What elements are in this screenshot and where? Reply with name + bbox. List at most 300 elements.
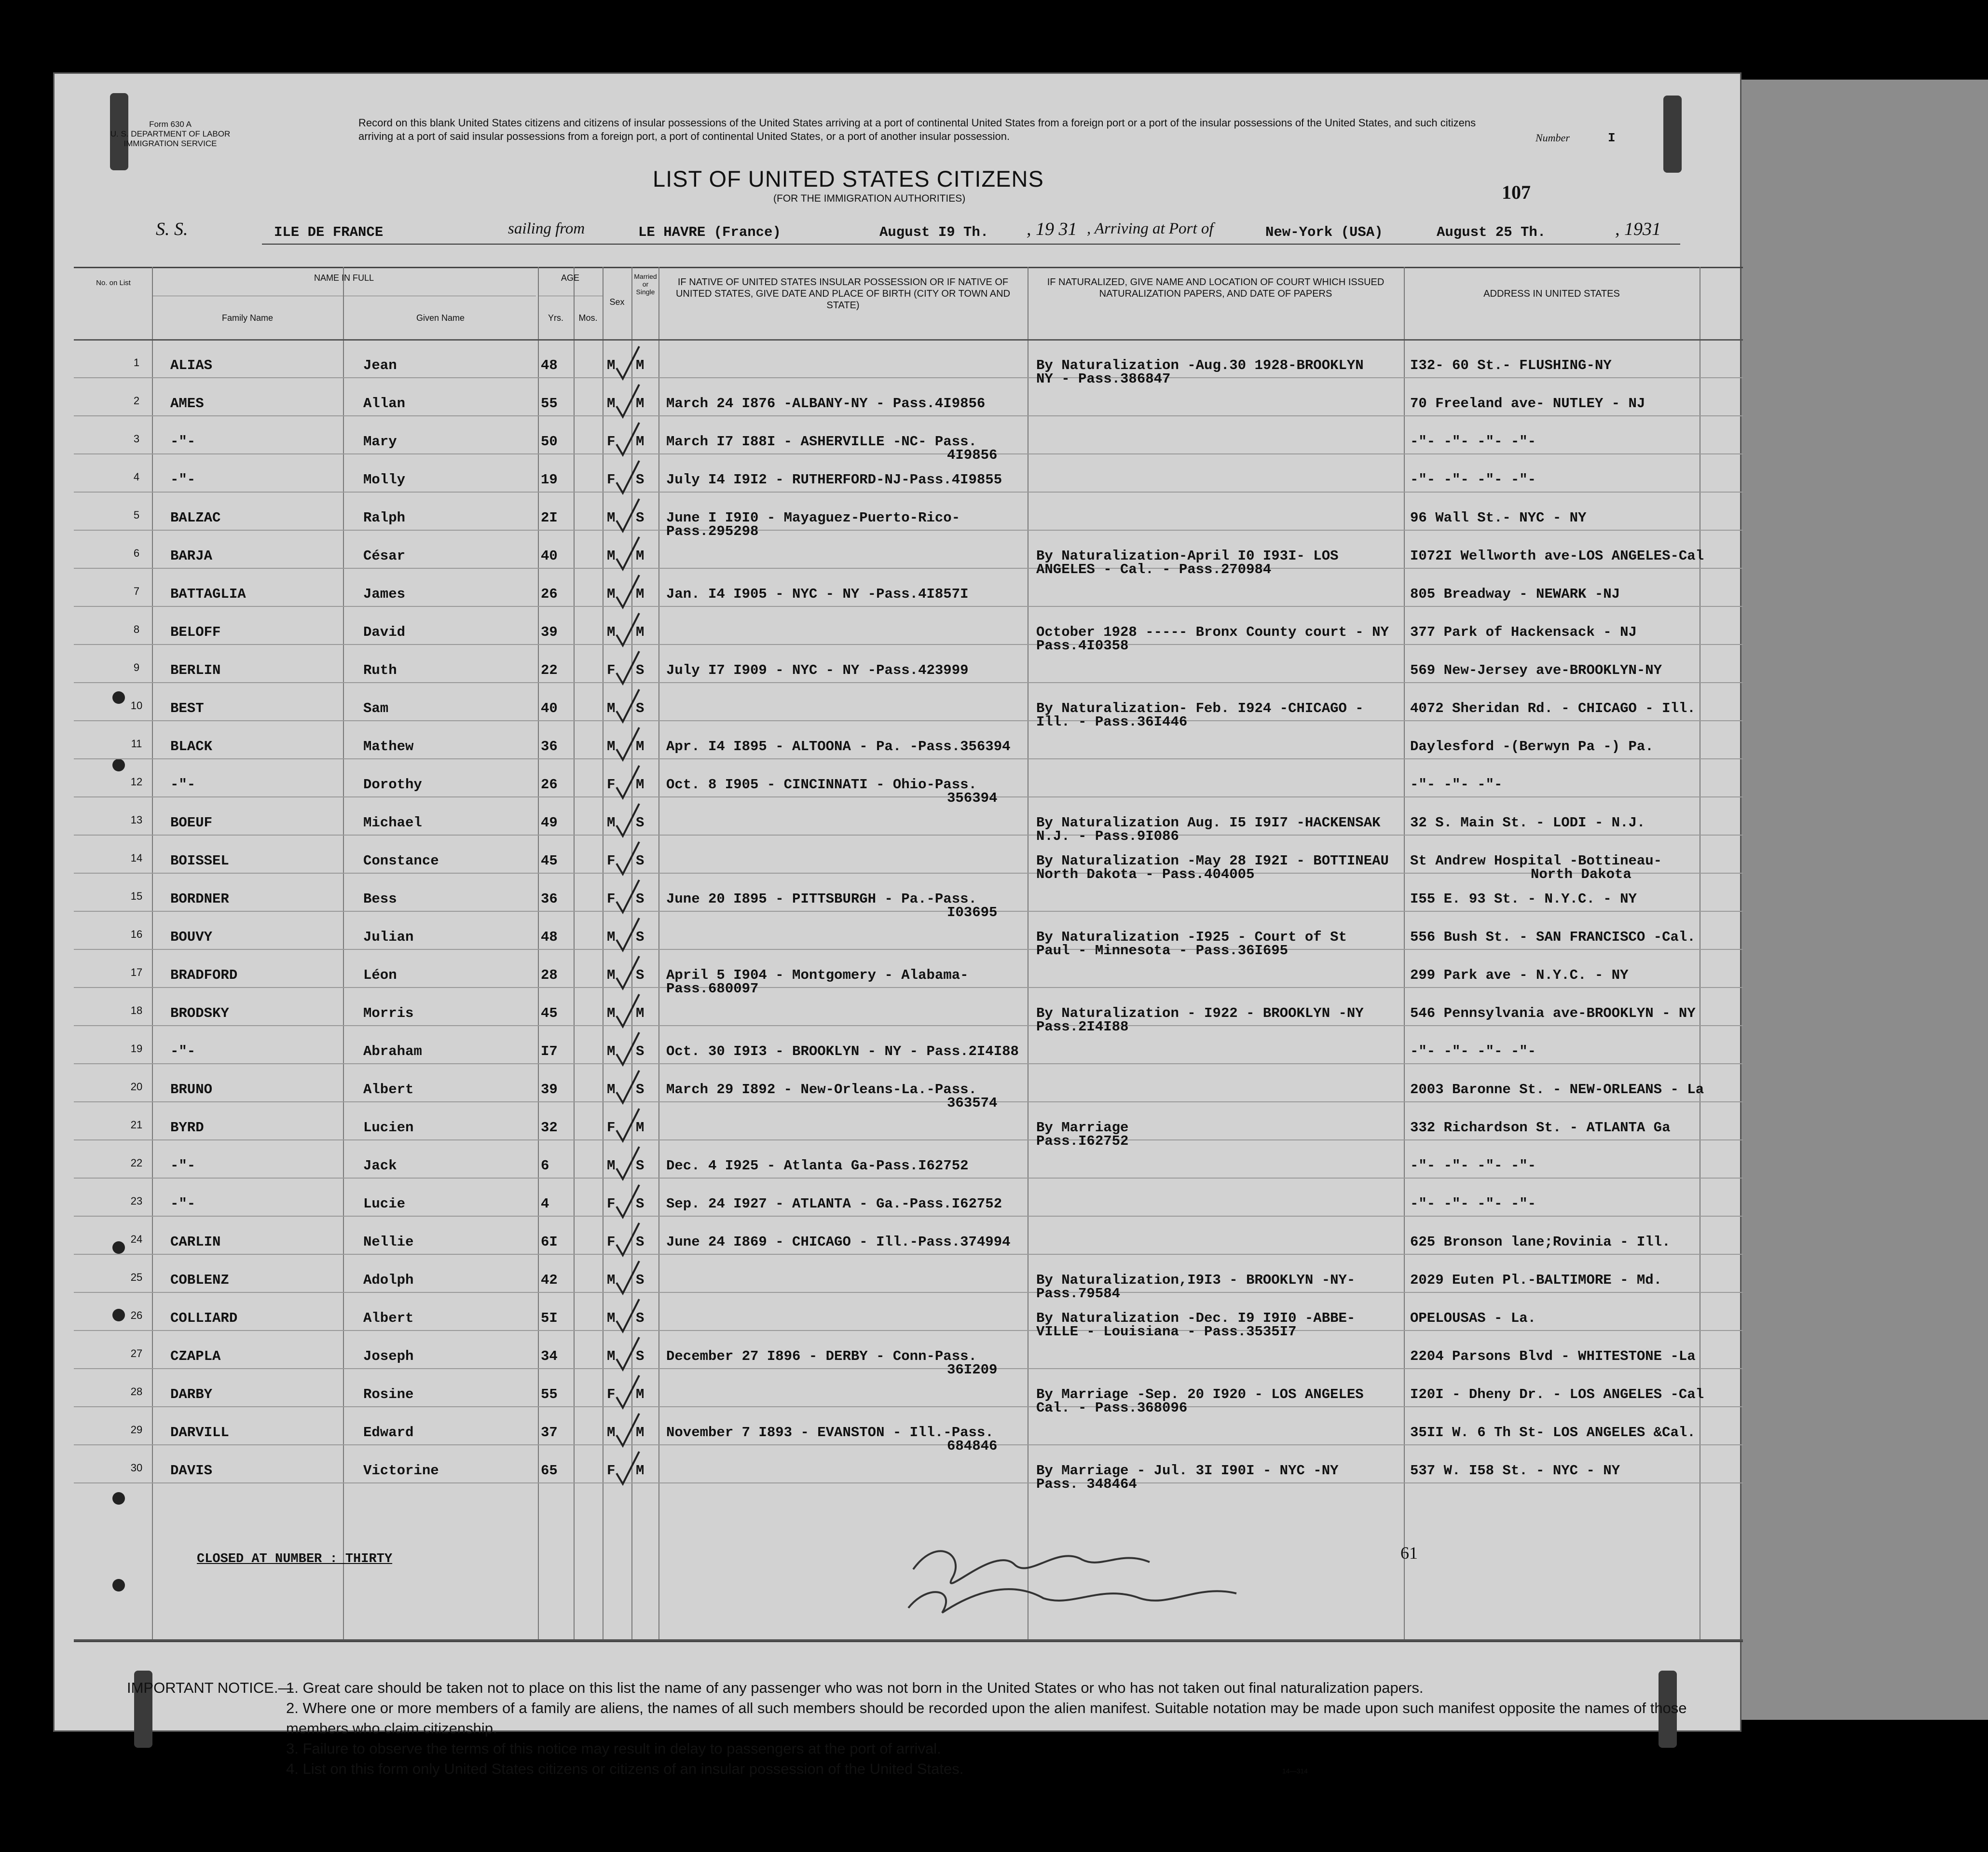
cell-addr: 625 Bronson lane;Rovinia - Ill. [1410, 1234, 1671, 1250]
cell-given: Molly [363, 472, 406, 488]
cell-family: CARLIN [170, 1234, 221, 1250]
cell-given: Albert [363, 1310, 414, 1326]
check-mark [614, 535, 643, 573]
cell-family: DARVILL [170, 1425, 229, 1440]
departure-port: LE HAVRE (France) [638, 224, 781, 240]
row-number: 23 [130, 1195, 143, 1207]
header-no-on-list: No. on List [96, 279, 131, 287]
header-bottom-line [74, 339, 1743, 341]
cell-family: BERLIN [170, 662, 221, 678]
footer-divider [74, 1639, 1743, 1641]
check-mark [614, 1106, 643, 1145]
cell-sex: M [607, 586, 616, 602]
cell-ms: S [636, 853, 644, 869]
cell-sex: M [607, 548, 616, 564]
cell-age: 45 [541, 853, 558, 869]
check-mark [614, 382, 643, 421]
row-number: 18 [130, 1004, 143, 1016]
check-mark [614, 611, 643, 649]
cell-nat: October 1928 ----- Bronx County court - NY [1036, 624, 1389, 640]
cell-ms: S [636, 891, 644, 907]
cell-sex: M [607, 1425, 616, 1440]
row-number: 4 [133, 471, 140, 483]
check-mark [614, 1297, 643, 1335]
cell-family: ALIAS [170, 357, 213, 373]
row-divider [74, 492, 1743, 493]
cell-sex: F [607, 853, 616, 869]
check-mark [614, 1411, 643, 1450]
row-number: 25 [130, 1271, 143, 1283]
cell-addr: I32- 60 St.- FLUSHING-NY [1410, 357, 1612, 373]
cell-addr: -"- -"- -"- -"- [1410, 1196, 1536, 1212]
cell-nat: By Naturalization,I9I3 - BROOKLYN -NY- [1036, 1272, 1356, 1288]
cell-sex: F [607, 1234, 616, 1250]
header-yrs: Yrs. [548, 313, 563, 323]
cell-sex: F [607, 1196, 616, 1212]
cell-family: BRUNO [170, 1082, 213, 1097]
cell-age: 48 [541, 929, 558, 945]
cell-addr: I072I Wellworth ave-LOS ANGELES-Cal [1410, 548, 1704, 564]
row-divider [74, 1368, 1743, 1369]
cell-sex: M [607, 624, 616, 640]
cell-family: -"- [170, 1196, 196, 1212]
closed-at-number: CLOSED AT NUMBER : THIRTY [197, 1552, 393, 1566]
cell-family: -"- [170, 1158, 196, 1174]
cell-birth2: Pass.295298 [666, 523, 759, 539]
cell-addr: -"- -"- -"- -"- [1410, 434, 1536, 450]
cell-addr: 2029 Euten Pl.-BALTIMORE - Md. [1410, 1272, 1662, 1288]
cell-age: 32 [541, 1120, 558, 1136]
cell-addr: 332 Richardson St. - ATLANTA Ga [1410, 1120, 1671, 1136]
row-number: 7 [133, 585, 140, 597]
cell-nat: By Naturalization Aug. I5 I9I7 -HACKENSAK [1036, 815, 1381, 831]
cell-family: DAVIS [170, 1463, 213, 1479]
check-mark [614, 1182, 643, 1221]
cell-addr: 2003 Baronne St. - NEW-ORLEANS - La [1410, 1082, 1704, 1097]
row-number: 17 [130, 966, 143, 978]
cell-family: BALZAC [170, 510, 221, 526]
cell-nat2: Pass.2I4I88 [1036, 1019, 1129, 1035]
cell-nat2: Pass. 348464 [1036, 1476, 1137, 1492]
row-number: 22 [130, 1157, 143, 1169]
notice-item-2: 2. Where one or more members of a family are aliens, the names of all such members should be recorded upon the alien manifest. Suitable notation may be made upon such manifest opposite the names of those members who claim citizenship. [286, 1700, 1687, 1737]
row-divider [74, 987, 1743, 988]
cell-age: 28 [541, 967, 558, 983]
arrival-port: New-York (USA) [1265, 224, 1383, 240]
arrival-year: , 1931 [1615, 219, 1661, 239]
header-naturalization: IF NATURALIZED, GIVE NAME AND LOCATION OF COURT WHICH ISSUED NATURALIZATION PAPERS, AND DATE OF PAPERS [1047, 277, 1385, 299]
cell-family: BRADFORD [170, 967, 238, 983]
cell-age: 2I [541, 510, 558, 526]
check-mark [614, 1259, 643, 1297]
cell-addr: Daylesford -(Berwyn Pa -) Pa. [1410, 739, 1654, 755]
check-mark [614, 878, 643, 916]
cell-family: BOEUF [170, 815, 213, 831]
row-number: 11 [131, 738, 142, 750]
cell-birth: Jan. I4 I905 - NYC - NY -Pass.4I857I [666, 586, 969, 602]
row-number: 29 [130, 1424, 143, 1436]
row-divider [74, 758, 1743, 759]
ss-label: S. S. [156, 219, 188, 239]
cell-age: 48 [541, 357, 558, 373]
cell-addr: 299 Park ave - N.Y.C. - NY [1410, 967, 1629, 983]
row-number: 5 [133, 509, 140, 521]
header-married: Married or Single [634, 273, 657, 296]
cell-nat2: Paul - Minnesota - Pass.36I695 [1036, 943, 1289, 959]
cell-nat2: ANGELES - Cal. - Pass.270984 [1036, 562, 1272, 577]
instruction-text: Record on this blank United States citizens and citizens of insular possessions of the United States arriving at a port of continental United States from a foreign port or a port of the insular possessions of the United States, and such citizens arriving at a port of said insular possessions from a foreign port, a port of continental United States, or a port of another insular possession. [358, 117, 1476, 142]
row-divider [74, 1216, 1743, 1217]
row-divider [74, 453, 1743, 454]
cell-nat: By Naturalization - I922 - BROOKLYN -NY [1036, 1005, 1364, 1021]
cell-ms: M [636, 1005, 644, 1021]
row-divider [74, 568, 1743, 569]
cell-sex: F [607, 1463, 616, 1479]
cell-birth: March 24 I876 -ALBANY-NY - Pass.4I9856 [666, 396, 986, 412]
row-divider [74, 644, 1743, 645]
cell-family: BARJA [170, 548, 213, 564]
header-given-name: Given Name [416, 313, 465, 323]
row-divider [74, 720, 1743, 721]
cell-given: Dorothy [363, 777, 422, 793]
cell-sex: F [607, 777, 616, 793]
cell-family: BELOFF [170, 624, 221, 640]
cell-birth: Oct. 8 I905 - CINCINNATI - Ohio-Pass. [666, 777, 977, 793]
cell-age: I7 [541, 1043, 558, 1059]
cell-given: Constance [363, 853, 439, 869]
sailing-from-label: sailing from [508, 220, 585, 237]
cell-ms: M [636, 1386, 644, 1402]
cell-birth: Apr. I4 I895 - ALTOONA - Pa. -Pass.356394 [666, 739, 1011, 755]
row-divider [74, 873, 1743, 874]
cell-ms: M [636, 396, 644, 412]
cell-ms: M [636, 548, 644, 564]
notice-item-4: 4. List on this form only United States citizens or citizens of an insular possession of the United States. [286, 1760, 964, 1777]
cell-family: BORDNER [170, 891, 229, 907]
row-divider [74, 1330, 1743, 1331]
cell-addr: 32 S. Main St. - LODI - N.J. [1410, 815, 1645, 831]
cell-given: Michael [363, 815, 422, 831]
cell-family: BATTAGLIA [170, 586, 246, 602]
cell-ms: S [636, 1043, 644, 1059]
check-mark [614, 573, 643, 611]
cell-ms: M [636, 739, 644, 755]
cell-addr: 70 Freeland ave- NUTLEY - NJ [1410, 396, 1645, 412]
cell-sex: F [607, 1386, 616, 1402]
cell-family: BEST [170, 700, 204, 716]
cell-age: 50 [541, 434, 558, 450]
cell-addr: -"- -"- -"- -"- [1410, 1043, 1536, 1059]
row-number: 9 [133, 661, 140, 673]
cell-nat: By Naturalization -May 28 I92I - BOTTINEAU [1036, 853, 1389, 869]
cell-ms: S [636, 1196, 644, 1212]
cell-ms: S [636, 1348, 644, 1364]
cell-ms: M [636, 777, 644, 793]
cell-given: Victorine [363, 1463, 439, 1479]
cell-age: 40 [541, 548, 558, 564]
cell-age: 55 [541, 396, 558, 412]
voyage-underline [262, 244, 1680, 245]
cell-ms: M [636, 1425, 644, 1440]
col-divider [343, 267, 344, 1639]
cell-age: 4 [541, 1196, 549, 1212]
check-mark [614, 1449, 643, 1488]
cell-ms: S [636, 510, 644, 526]
cell-sex: F [607, 472, 616, 488]
row-number: 6 [133, 547, 140, 559]
cell-addr: 569 New-Jersey ave-BROOKLYN-NY [1410, 662, 1662, 678]
ship-name: ILE DE FRANCE [274, 224, 384, 240]
check-mark [614, 916, 643, 954]
cell-family: COLLIARD [170, 1310, 238, 1326]
header-sex: Sex [609, 297, 625, 307]
row-number: 14 [130, 852, 143, 864]
cell-addr: 546 Pennsylvania ave-BROOKLYN - NY [1410, 1005, 1696, 1021]
cell-given: Jack [363, 1158, 397, 1174]
row-number: 3 [133, 433, 140, 445]
print-code: 14—314 [1282, 1767, 1308, 1775]
cell-birth: July I4 I9I2 - RUTHERFORD-NJ-Pass.4I9855 [666, 472, 1002, 488]
cell-ms: S [636, 1272, 644, 1288]
cell-sex: M [607, 1043, 616, 1059]
cell-given: Adolph [363, 1272, 414, 1288]
cell-nat: By Naturalization -I925 - Court of St [1036, 929, 1347, 945]
row-number: 21 [130, 1119, 143, 1131]
cell-family: BYRD [170, 1120, 204, 1136]
row-number: 10 [130, 700, 143, 712]
cell-nat2: Cal. - Pass.368096 [1036, 1400, 1188, 1416]
cell-age: 40 [541, 700, 558, 716]
row-divider [74, 377, 1743, 378]
cell-birth2: Pass.680097 [666, 981, 759, 997]
col-divider [152, 267, 153, 1639]
check-mark [614, 725, 643, 764]
departure-year: , 19 31 [1027, 219, 1077, 239]
check-mark [614, 458, 643, 497]
cell-family: BOISSEL [170, 853, 229, 869]
cell-birth: March 29 I892 - New-Orleans-La.-Pass. [666, 1082, 977, 1097]
cell-ms: M [636, 586, 644, 602]
row-number: 13 [130, 814, 143, 826]
cell-age: 49 [541, 815, 558, 831]
cell-nat2: North Dakota - Pass.404005 [1036, 866, 1255, 882]
check-mark [614, 496, 643, 535]
cell-ms: S [636, 1082, 644, 1097]
cell-given: Abraham [363, 1043, 422, 1059]
cell-sex: M [607, 1348, 616, 1364]
cell-age: 26 [541, 777, 558, 793]
cell-birth: March I7 I88I - ASHERVILLE -NC- Pass. [666, 434, 977, 450]
cell-age: 6I [541, 1234, 558, 1250]
cell-addr: 35II W. 6 Th St- LOS ANGELES &Cal. [1410, 1425, 1696, 1440]
manifest-sheet [53, 72, 1741, 1777]
notice-item-3: 3. Failure to observe the terms of this notice may result in delay to passengers at the port of arrival. [286, 1740, 941, 1757]
cell-addr: 2204 Parsons Blvd - WHITESTONE -La [1410, 1348, 1696, 1364]
cell-nat: By Naturalization -Dec. I9 I9I0 -ABBE- [1036, 1310, 1356, 1326]
cell-ms: S [636, 967, 644, 983]
check-mark [614, 1068, 643, 1107]
check-mark [614, 649, 643, 687]
cell-ms: S [636, 700, 644, 716]
row-divider [74, 1101, 1743, 1102]
cell-family: CZAPLA [170, 1348, 221, 1364]
binder-tab [1663, 96, 1682, 173]
cell-addr: I55 E. 93 St. - N.Y.C. - NY [1410, 891, 1637, 907]
cell-age: 45 [541, 1005, 558, 1021]
cell-birth2: I03695 [947, 905, 998, 920]
cell-sex: M [607, 700, 616, 716]
cell-birth: Sep. 24 I927 - ATLANTA - Ga.-Pass.I62752 [666, 1196, 1002, 1212]
cell-sex: M [607, 929, 616, 945]
cell-family: -"- [170, 472, 196, 488]
notice-item-1: 1. Great care should be taken not to place on this list the name of any passenger who was not born in the United States or who has not taken out final naturalization papers. [286, 1679, 1424, 1696]
row-divider [74, 1254, 1743, 1255]
row-number: 1 [133, 357, 140, 369]
row-divider [74, 949, 1743, 950]
cell-addr: 4072 Sheridan Rd. - CHICAGO - Ill. [1410, 700, 1696, 716]
header-address: ADDRESS IN UNITED STATES [1483, 288, 1620, 299]
check-mark [614, 420, 643, 459]
cell-sex: M [607, 815, 616, 831]
cell-addr: -"- -"- -"- -"- [1410, 472, 1536, 488]
cell-addr: OPELOUSAS - La. [1410, 1310, 1536, 1326]
row-divider [74, 835, 1743, 836]
check-mark [614, 839, 643, 878]
cell-sex: F [607, 891, 616, 907]
check-mark [614, 1373, 643, 1412]
arriving-label: , Arriving at Port of [1087, 220, 1214, 237]
row-number: 8 [133, 623, 140, 635]
row-divider [74, 1292, 1743, 1293]
cell-given: Jean [363, 357, 397, 373]
cell-addr: I20I - Dheny Dr. - LOS ANGELES -Cal [1410, 1386, 1704, 1402]
cell-given: Lucien [363, 1120, 414, 1136]
cell-sex: M [607, 967, 616, 983]
row-number: 20 [130, 1081, 143, 1093]
row-divider [74, 796, 1743, 797]
check-mark [614, 954, 643, 992]
cell-age: 34 [541, 1348, 558, 1364]
row-divider [74, 682, 1743, 683]
cell-sex: F [607, 1120, 616, 1136]
cell-age: 5I [541, 1310, 558, 1326]
row-divider [74, 606, 1743, 607]
cell-age: 65 [541, 1463, 558, 1479]
cell-family: AMES [170, 396, 204, 412]
cell-nat: By Naturalization -Aug.30 1928-BROOKLYN [1036, 357, 1364, 373]
cell-birth: Oct. 30 I9I3 - BROOKLYN - NY - Pass.2I4I88 [666, 1043, 1019, 1059]
cell-addr: -"- -"- -"- -"- [1410, 1158, 1536, 1174]
cell-sex: F [607, 434, 616, 450]
cell-ms: S [636, 1234, 644, 1250]
number-label: Number [1536, 132, 1570, 144]
cell-age: 55 [541, 1386, 558, 1402]
cell-birth2: 684846 [947, 1438, 998, 1454]
cell-given: Edward [363, 1425, 414, 1440]
cell-age: 42 [541, 1272, 558, 1288]
cell-given: César [363, 548, 406, 564]
cell-birth2: 363574 [947, 1095, 998, 1111]
cell-sex: M [607, 357, 616, 373]
check-mark [614, 801, 643, 840]
count-note: 61 [1400, 1543, 1418, 1563]
cell-given: Mary [363, 434, 397, 450]
cell-ms: M [636, 1120, 644, 1136]
cell-family: BLACK [170, 739, 213, 755]
cell-given: David [363, 624, 406, 640]
row-divider [74, 1025, 1743, 1026]
cell-sex: M [607, 1272, 616, 1288]
row-divider [74, 1482, 1743, 1483]
cell-age: 36 [541, 739, 558, 755]
row-divider [74, 1063, 1743, 1064]
cell-given: Ralph [363, 510, 406, 526]
cell-age: 36 [541, 891, 558, 907]
cell-nat2: N.J. - Pass.9I086 [1036, 828, 1179, 844]
arrival-date: August 25 Th. [1437, 224, 1546, 240]
col-divider [574, 267, 575, 1639]
cell-age: 26 [541, 586, 558, 602]
cell-sex: M [607, 510, 616, 526]
cell-addr2: North Dakota [1531, 866, 1632, 882]
cell-family: -"- [170, 777, 196, 793]
row-number: 16 [130, 928, 143, 940]
form-subtitle: (FOR THE IMMIGRATION AUTHORITIES) [773, 193, 966, 204]
check-mark [614, 1144, 643, 1183]
cell-nat2: NY - Pass.386847 [1036, 371, 1171, 387]
cell-ms: S [636, 662, 644, 678]
cell-birth: November 7 I893 - EVANSTON - Ill.-Pass. [666, 1425, 994, 1440]
cell-family: BRODSKY [170, 1005, 229, 1021]
cell-birth: June 20 I895 - PITTSBURGH - Pa.-Pass. [666, 891, 977, 907]
cell-nat: By Marriage -Sep. 20 I920 - LOS ANGELES [1036, 1386, 1364, 1402]
cell-age: 39 [541, 1082, 558, 1097]
check-mark [614, 1221, 643, 1259]
cell-birth2: 356394 [947, 790, 998, 806]
cell-addr: 537 W. I58 St. - NYC - NY [1410, 1463, 1620, 1479]
check-mark [614, 344, 643, 383]
cell-ms: S [636, 815, 644, 831]
cell-nat2: Pass.I62752 [1036, 1133, 1129, 1149]
cell-sex: F [607, 662, 616, 678]
row-number: 2 [133, 395, 140, 407]
cell-given: Bess [363, 891, 397, 907]
cell-age: 19 [541, 472, 558, 488]
row-divider [74, 1178, 1743, 1179]
cell-birth: June 24 I869 - CHICAGO - Ill.-Pass.374994 [666, 1234, 1011, 1250]
cell-given: Lucie [363, 1196, 406, 1212]
number-value: I [1608, 131, 1616, 145]
signature [899, 1526, 1285, 1627]
cell-nat2: Pass.79584 [1036, 1286, 1121, 1302]
cell-addr: -"- -"- -"- [1410, 777, 1503, 793]
cell-given: Julian [363, 929, 414, 945]
cell-ms: S [636, 929, 644, 945]
row-number: 30 [130, 1462, 143, 1474]
row-number: 12 [130, 776, 143, 788]
cell-ms: M [636, 434, 644, 450]
cell-addr: 805 Breadway - NEWARK -NJ [1410, 586, 1620, 602]
col-divider [1404, 267, 1405, 1639]
cell-addr: 96 Wall St.- NYC - NY [1410, 510, 1587, 526]
cell-nat: By Naturalization-April I0 I93I- LOS [1036, 548, 1339, 564]
cell-nat2: VILLE - Louisiana - Pass.3535I7 [1036, 1324, 1297, 1340]
form-id: Form 630 A U. S. DEPARTMENT OF LABOR IMMIGRATION SERVICE [110, 120, 231, 148]
check-mark [614, 1335, 643, 1373]
header-birth: IF NATIVE OF UNITED STATES INSULAR POSSESSION OR IF NATIVE OF UNITED STATES, GIVE DATE AND PLACE OF BIRTH (CITY OR TOWN AND STATE) [675, 277, 1011, 311]
cell-nat: By Marriage [1036, 1120, 1129, 1136]
row-number: 28 [130, 1386, 143, 1398]
